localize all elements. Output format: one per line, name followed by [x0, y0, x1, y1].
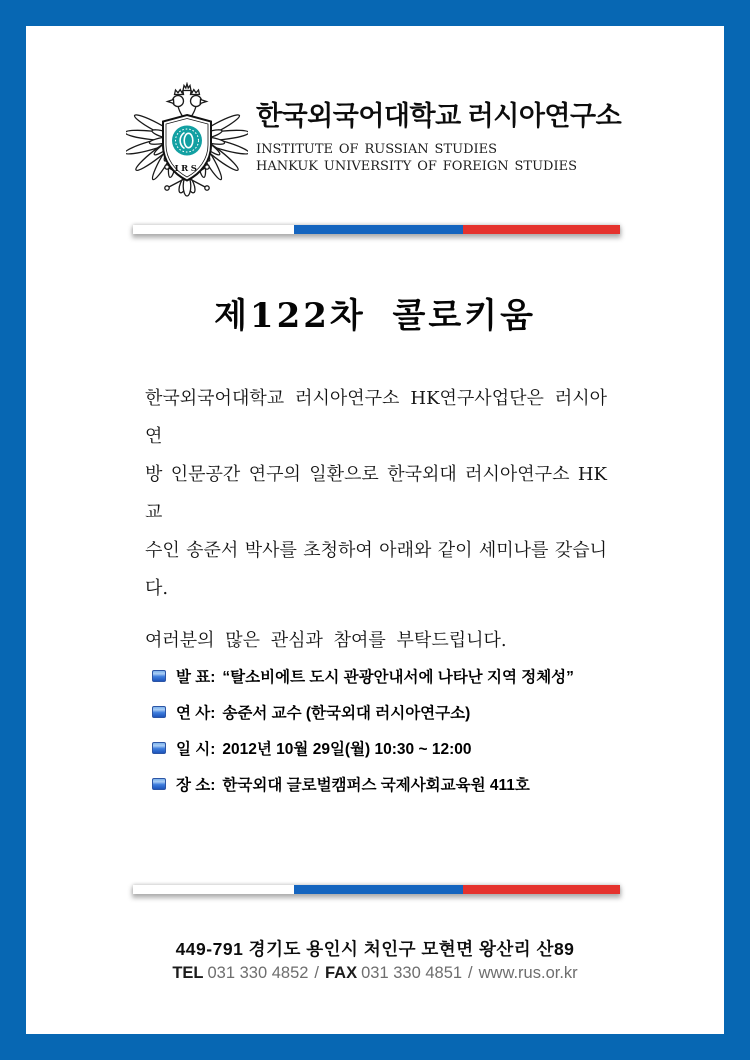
- paragraph1-line3: 수인 송준서 박사를 초청하여 아래와 같이 세미나를 갖습니: [145, 540, 607, 561]
- tel-label: TEL: [172, 964, 204, 982]
- institute-titles: [256, 82, 621, 173]
- fax-number: 031 330 4851: [361, 964, 463, 982]
- paragraph1-line1: 한국외국어대학교 러시아연구소 HK연구사업단은 러시아연: [145, 388, 607, 447]
- colloquium-title: 제122차 콜로키움: [214, 296, 536, 336]
- paragraph1-line4: 다.: [145, 578, 169, 599]
- separator: /: [314, 964, 320, 982]
- flag-red-segment: [463, 885, 620, 894]
- flag-blue-segment: [294, 885, 464, 894]
- list-item-speaker: [152, 694, 622, 730]
- bullet-label: 발 표:: [176, 669, 216, 686]
- fax-label: FAX: [325, 964, 358, 982]
- blue-square-bullet-icon: [152, 706, 166, 718]
- flag-white-segment: [133, 225, 294, 234]
- bullet-label: 일 시:: [176, 741, 216, 758]
- separator: /: [468, 964, 473, 982]
- bullet-text: 송준서 교수 (한국외대 러시아연구소): [222, 705, 471, 722]
- svg-text:IRS: IRS: [174, 164, 200, 174]
- tel-number: 031 330 4852: [207, 964, 309, 982]
- bullet-text: 한국외대 글로벌캠퍼스 국제사회교육원 411호: [222, 777, 530, 794]
- list-item-topic: [152, 658, 622, 694]
- footer-address: 449-791 경기도 용인시 처인구 모현면 왕산리 산89: [175, 939, 575, 959]
- blue-square-bullet-icon: [152, 778, 166, 790]
- seminar-info-list: [152, 658, 622, 802]
- flag-blue-segment: [294, 225, 464, 234]
- institute-header: [126, 82, 621, 200]
- blue-square-bullet-icon: [152, 742, 166, 754]
- paragraph1-line2: 방 인문공간 연구의 일환으로 한국외대 러시아연구소 HK교: [145, 464, 607, 523]
- flag-red-segment: [463, 225, 620, 234]
- bullet-text: 2012년 10월 29일(월) 10:30 ~ 12:00: [222, 741, 472, 758]
- list-item-datetime: [152, 730, 622, 766]
- institute-name-english: [256, 139, 621, 173]
- flag-white-segment: [133, 885, 294, 894]
- bullet-label: 연 사:: [176, 705, 216, 722]
- blue-square-bullet-icon: [152, 670, 166, 682]
- russian-tricolor-divider-top: [133, 225, 620, 234]
- announcement-body: [145, 380, 607, 660]
- institute-english-line2: hankuk university of foreign studies: [256, 154, 577, 175]
- paragraph2: 여러분의 많은 관심과 참여를 부탁드립니다.: [145, 630, 507, 651]
- list-item-location: [152, 766, 622, 802]
- document-page: [26, 26, 724, 1034]
- irs-eagle-emblem-icon: [126, 82, 248, 200]
- institute-name-korean: 한국외국어대학교 러시아연구소: [256, 101, 622, 131]
- footer-contact-line: [26, 964, 724, 983]
- russian-tricolor-divider-bottom: [133, 885, 620, 894]
- bullet-label: 장 소:: [176, 777, 216, 794]
- website-link[interactable]: www.rus.or.kr: [478, 964, 578, 982]
- bullet-text: “탈소비에트 도시 관광안내서에 나타난 지역 정체성”: [222, 669, 574, 686]
- institute-english-line1: institute of russian studies: [256, 137, 498, 158]
